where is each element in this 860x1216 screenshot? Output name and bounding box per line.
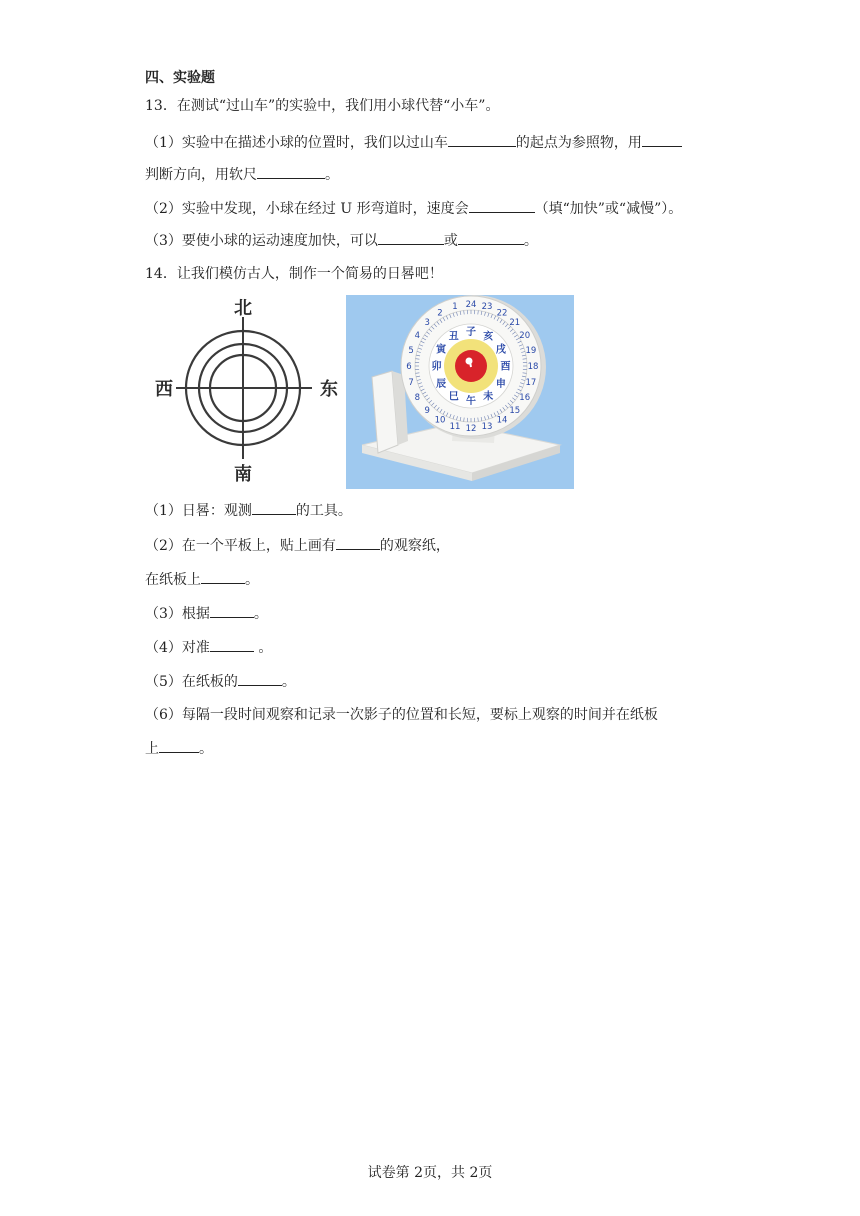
- answer-blank[interactable]: [469, 198, 535, 213]
- hour-label: 21: [509, 318, 521, 329]
- section-title: 四、实验题: [145, 70, 215, 86]
- hour-label: 12: [465, 424, 477, 434]
- answer-blank[interactable]: [159, 738, 199, 753]
- q14-step-1: [145, 500, 352, 521]
- answer-blank[interactable]: [336, 535, 380, 550]
- hour-label: 5: [408, 346, 414, 356]
- hour-label: 19: [525, 346, 537, 356]
- branch-label: 辰: [436, 378, 447, 390]
- hour-label: 11: [449, 421, 461, 432]
- hour-label: 23: [481, 302, 493, 313]
- dial-pin: [466, 358, 473, 365]
- answer-blank[interactable]: [257, 164, 325, 179]
- q13-p1-text-c: 判断方向，用软尺: [145, 167, 257, 183]
- branch-label: 酉: [500, 361, 511, 373]
- q14-s2-text-a: （2）在一个平板上，贴上画有: [145, 538, 336, 554]
- q14-s5-text-a: （5）在纸板的: [145, 674, 238, 690]
- q14-s3-text-b: 。: [253, 606, 268, 622]
- hour-label: 8: [414, 393, 421, 403]
- q13-part-2: [145, 198, 682, 219]
- sundial-photo: [346, 295, 574, 489]
- page-footer: 试卷第 2页，共 2页: [367, 1165, 493, 1181]
- question-13-stem: 13．在测试“过山车”的实验中，我们用小球代替“小车”。: [145, 98, 500, 114]
- q13-p3-text-a: （3）要使小球的运动速度加快，可以: [145, 233, 378, 249]
- answer-blank[interactable]: [210, 637, 254, 652]
- q14-s1-text-a: （1）日晷：观测: [145, 503, 252, 519]
- hour-label: 2: [437, 308, 443, 319]
- q14-step-5: [145, 671, 296, 692]
- q14-s1-text-b: 的工具。: [295, 503, 352, 519]
- branch-label: 卯: [431, 361, 442, 373]
- q13-p2-text-a: （2）实验中发现，小球在经过 U 形弯道时，速度会: [145, 201, 469, 217]
- q14-s2-text-d: 。: [245, 572, 259, 588]
- q14-step-2: [145, 535, 450, 556]
- q14-s3-text-a: （3）根据: [145, 606, 210, 622]
- answer-blank[interactable]: [642, 132, 682, 147]
- hour-label: 3: [424, 318, 430, 329]
- hour-label: 17: [525, 378, 537, 388]
- branch-label: 丑: [448, 331, 459, 343]
- q14-s6-text-b: 上: [145, 741, 159, 757]
- branch-label: 亥: [483, 331, 494, 343]
- answer-blank[interactable]: [448, 132, 516, 147]
- hour-label: 24: [465, 300, 477, 310]
- hour-label: 9: [424, 405, 430, 416]
- branch-label: 戌: [495, 344, 506, 356]
- hour-label: 14: [496, 415, 508, 426]
- q13-part-3: [145, 230, 538, 251]
- hour-label: 13: [481, 421, 493, 432]
- q14-s6-text-c: 。: [199, 741, 213, 757]
- hour-label: 1: [452, 302, 458, 313]
- branch-label: 申: [495, 378, 506, 390]
- q13-p3-text-b: 或: [443, 233, 458, 249]
- hour-label: 16: [519, 393, 531, 403]
- hour-label: 10: [434, 415, 446, 426]
- answer-blank[interactable]: [252, 500, 296, 515]
- answer-blank[interactable]: [238, 671, 282, 686]
- label-north: 北: [234, 298, 252, 319]
- branch-label: 午: [466, 396, 476, 407]
- q13-part-1-cont: [145, 164, 339, 185]
- answer-blank[interactable]: [458, 230, 524, 245]
- branch-label: 子: [466, 327, 476, 338]
- question-14-stem: 14．让我们模仿古人，制作一个简易的日晷吧！: [145, 266, 443, 282]
- q13-p1-text-a: （1）实验中在描述小球的位置时，我们以过山车: [145, 135, 448, 151]
- compass-rose-figure: [150, 293, 346, 487]
- q13-p1-text-b: 的起点为参照物，用: [515, 135, 642, 151]
- q13-part-1: [145, 132, 682, 153]
- hour-label: 4: [414, 331, 421, 341]
- q14-s5-text-b: 。: [281, 674, 296, 690]
- q14-s2-text-c: 在纸板上: [145, 572, 201, 588]
- q14-step-3: [145, 603, 268, 624]
- q14-step-6-cont: [145, 738, 213, 759]
- branch-label: 未: [483, 391, 494, 403]
- branch-label: 巳: [448, 391, 459, 403]
- answer-blank[interactable]: [201, 569, 245, 584]
- hour-label: 6: [406, 362, 412, 372]
- hour-label: 7: [408, 378, 414, 388]
- label-west: 西: [155, 379, 173, 400]
- hour-label: 15: [509, 405, 521, 416]
- q13-p2-text-b: （填“加快”或“减慢”）。: [534, 201, 683, 217]
- q14-step-4: [145, 637, 272, 658]
- hour-label: 20: [519, 331, 531, 341]
- answer-blank[interactable]: [378, 230, 444, 245]
- q14-s4-text-a: （4）对准: [145, 640, 210, 656]
- branch-label: 寅: [436, 344, 447, 356]
- answer-blank[interactable]: [210, 603, 254, 618]
- q14-step-6: （6）每隔一段时间观察和记录一次影子的位置和长短，要标上观察的时间并在纸板: [145, 707, 658, 723]
- hour-label: 18: [527, 362, 539, 372]
- q14-step-2-cont: [145, 569, 259, 590]
- q14-s4-text-b: 。: [253, 640, 273, 656]
- label-south: 南: [234, 464, 252, 485]
- q14-s2-text-b: 的观察纸，: [379, 538, 450, 554]
- q13-p1-text-d: 。: [325, 167, 339, 183]
- hour-label: 22: [496, 308, 508, 319]
- q13-p3-text-c: 。: [523, 233, 538, 249]
- label-east: 东: [320, 379, 338, 400]
